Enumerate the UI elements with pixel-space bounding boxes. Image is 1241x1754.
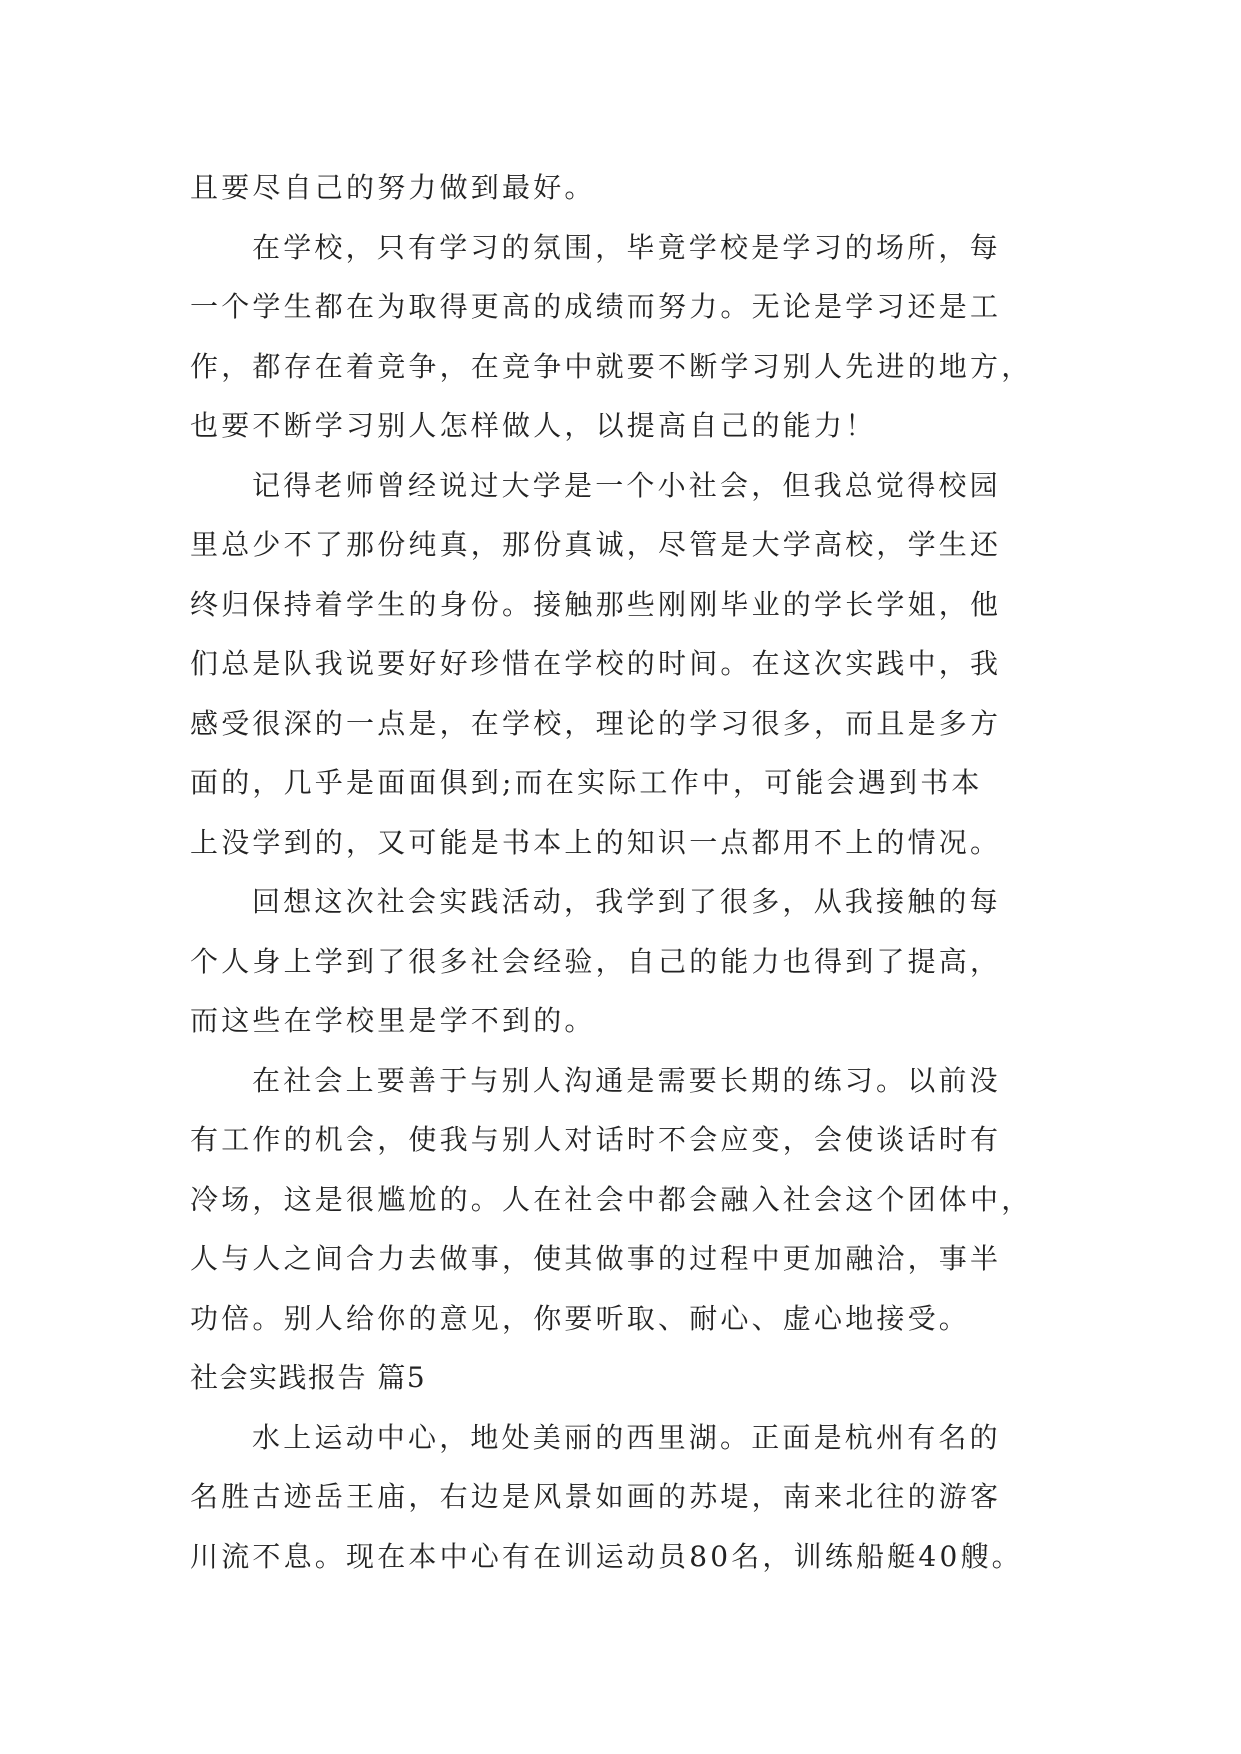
text-line: 而这些在学校里是学不到的。	[190, 1004, 596, 1037]
text-line: 作，都存在着竞争，在竞争中就要不断学习别人先进的地方，	[190, 349, 1033, 383]
text-line: 个人身上学到了很多社会经验，自己的能力也得到了提高，	[190, 944, 1002, 978]
text-line: 有工作的机会，使我与别人对话时不会应变，会使谈话时有	[190, 1123, 1002, 1156]
text-line: 功倍。别人给你的意见，你要听取、耐心、虚心地接受。	[190, 1301, 971, 1335]
text-line: 在学校，只有学习的氛围，毕竟学校是学习的场所，每	[252, 230, 1001, 264]
text-line: 上没学到的，又可能是书本上的知识一点都用不上的情况。	[190, 825, 1002, 859]
text-line: 水上运动中心，地处美丽的西里湖。正面是杭州有名的	[252, 1420, 1001, 1454]
text-line: 记得老师曾经说过大学是一个小社会，但我总觉得校园	[252, 468, 1001, 502]
text-line: 且要尽自己的努力做到最好。	[190, 171, 596, 204]
text-line: 终归保持着学生的身份。接触那些刚刚毕业的学长学姐，他	[190, 587, 1002, 621]
text-line: 回想这次社会实践活动，我学到了很多，从我接触的每	[252, 885, 1001, 918]
document-body	[190, 158, 1050, 1586]
text-line: 里总少不了那份纯真，那份真诚，尽管是大学高校，学生还	[190, 528, 1002, 561]
text-line: 名胜古迹岳王庙，右边是风景如画的苏堤，南来北往的游客	[190, 1480, 1002, 1513]
text-line: 们总是队我说要好好珍惜在学校的时间。在这次实践中，我	[190, 647, 1002, 680]
section-heading: 社会实践报告 篇5	[190, 1361, 427, 1394]
text-line: 面的，几乎是面面俱到;而在实际工作中，可能会遇到书本	[190, 766, 983, 799]
text-line: 人与人之间合力去做事，使其做事的过程中更加融洽，事半	[190, 1242, 1002, 1275]
text-line: 川流不息。现在本中心有在训运动员80名，训练船艇40艘。	[190, 1539, 1023, 1573]
text-line: 也要不断学习别人怎样做人，以提高自己的能力！	[190, 409, 877, 442]
text-line: 冷场，这是很尴尬的。人在社会中都会融入社会这个团体中，	[190, 1182, 1033, 1216]
text-line: 一个学生都在为取得更高的成绩而努力。无论是学习还是工	[190, 290, 1002, 323]
text-line: 在社会上要善于与别人沟通是需要长期的练习。以前没	[252, 1063, 1001, 1097]
text-line: 感受很深的一点是，在学校，理论的学习很多，而且是多方	[190, 706, 1002, 740]
